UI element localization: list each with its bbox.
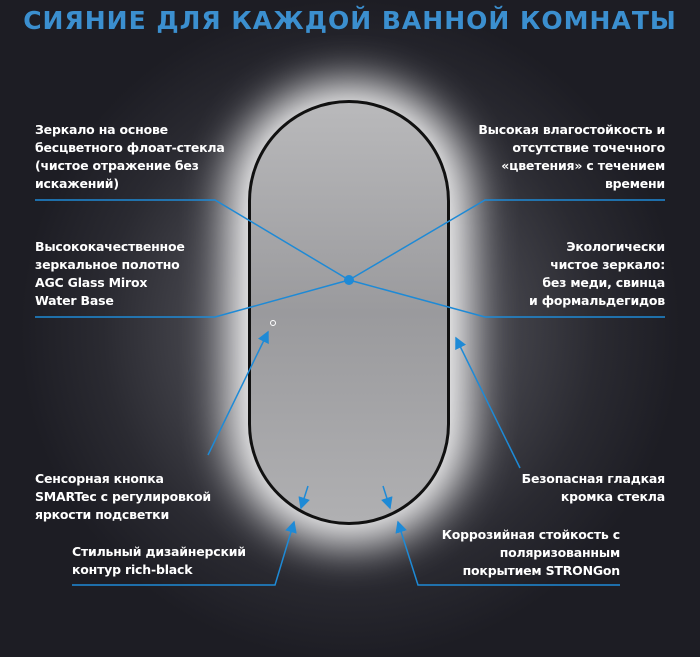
arrow-sensor: [208, 332, 268, 455]
page-title: СИЯНИЕ ДЛЯ КАЖДОЙ ВАННОЙ КОМНАТЫ: [23, 6, 677, 35]
feature-edge: Безопасная гладкая кромка стекла: [521, 471, 665, 504]
feature-float-glass: Зеркало на основе бесцветного флоат-стекла (чистое отражение без искажений): [35, 122, 225, 191]
feature-corrosion: Коррозийная стойкость с поляризованным покрытием STRONGon: [441, 527, 620, 578]
center-dot: [344, 275, 354, 285]
sensor-button: [271, 321, 276, 326]
feature-contour: Стильный дизайнерский контур rich-black: [72, 544, 246, 577]
feature-eco: Экологически чистое зеркало: без меди, свинца и формальдегидов: [528, 239, 665, 308]
feature-agc: Высококачественное зеркальное полотно AGC Glass Mirox Water Base: [35, 239, 185, 308]
arrow-edge: [456, 338, 520, 468]
feature-moisture: Высокая влагостойкость и отсутствие точечного «цветения» с течением времени: [478, 122, 665, 191]
feature-sensor: Сенсорная кнопка SMARTec с регулировкой яркости подсветки: [35, 471, 211, 522]
